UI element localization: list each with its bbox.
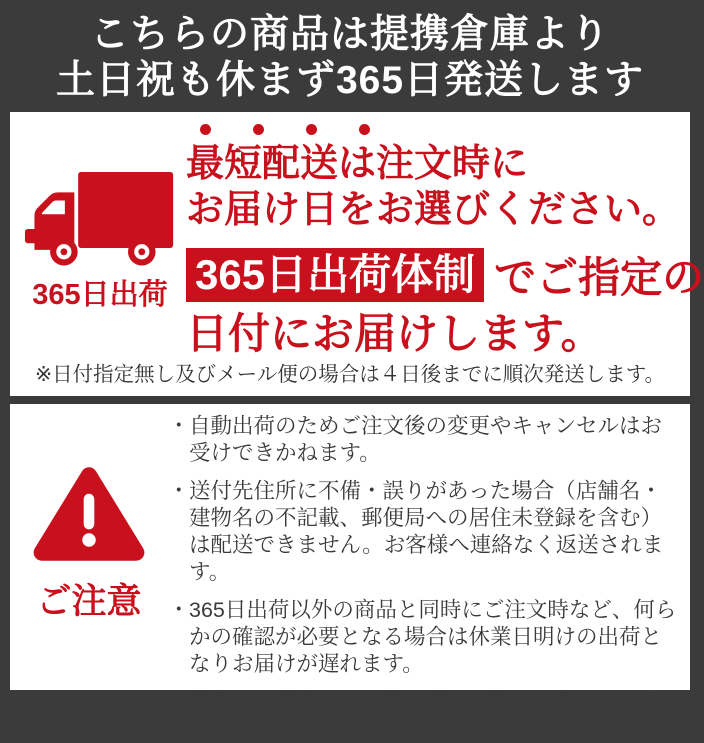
delivery-truck-icon (24, 170, 176, 268)
caution-panel (10, 404, 690, 741)
bullet-marker: ・ (168, 414, 190, 438)
header-line1: こちらの商品は提携倉庫より (89, 13, 610, 56)
bullet-marker: ・ (168, 690, 190, 714)
caution-item (168, 413, 680, 467)
emphasis-dot (253, 124, 264, 135)
caution-list (168, 404, 690, 741)
bullet-marker: ・ (168, 598, 190, 622)
caution-item (168, 597, 680, 678)
highlight-box-label: 365日出荷体制 (186, 248, 484, 302)
emphasis-dot (200, 124, 211, 135)
caution-item (168, 478, 680, 586)
highlight-line (186, 245, 704, 305)
shipping-info-panel (10, 112, 704, 396)
caution-item (168, 689, 680, 743)
emphasis-dots (186, 124, 686, 136)
header-banner (0, 0, 700, 112)
caution-item-text: 離島や山間部など一部地域はご指定の日付にお届けできない場合があります。 (189, 690, 663, 741)
highlight-suffix: でご指定の (494, 254, 704, 301)
caution-item-text: 365日出荷以外の商品と同時にご注文時など、何らかの確認が必要となる場合は休業日明けの出荷となりお届けが遅れます。 (189, 598, 677, 676)
shipping-icon-block (16, 170, 184, 313)
shipping-heading-line1: 最短配送は注文時に (186, 143, 529, 185)
shipping-text-block (186, 124, 704, 359)
caution-item-text: 送付先住所に不備・誤りがあった場合（店舗名・建物名の不記載、郵便局への居住未登録を含む）は配送できません。お客様へ連絡なく返送されます。 (189, 479, 664, 584)
truck-label: 365日出荷 (32, 279, 168, 311)
emphasis-dot (306, 124, 317, 135)
shipping-heading-line2: お届け日をお選びください。 (186, 189, 681, 231)
caution-label: ご注意 (36, 582, 142, 621)
caution-icon-block (10, 404, 168, 690)
highlight-line2: 日付にお届けします。 (186, 310, 603, 357)
warning-triangle-icon (31, 462, 147, 566)
bullet-marker: ・ (168, 479, 190, 503)
emphasis-dot (359, 124, 370, 135)
shipping-note: ※日付指定無し及びメール便の場合は４日後までに順次発送します。 (34, 363, 666, 386)
header-line2: 土日祝も休まず365日発送します (55, 59, 645, 102)
caution-item-text: 自動出荷のためご注文後の変更やキャンセルはお受けできかねます。 (189, 414, 663, 465)
